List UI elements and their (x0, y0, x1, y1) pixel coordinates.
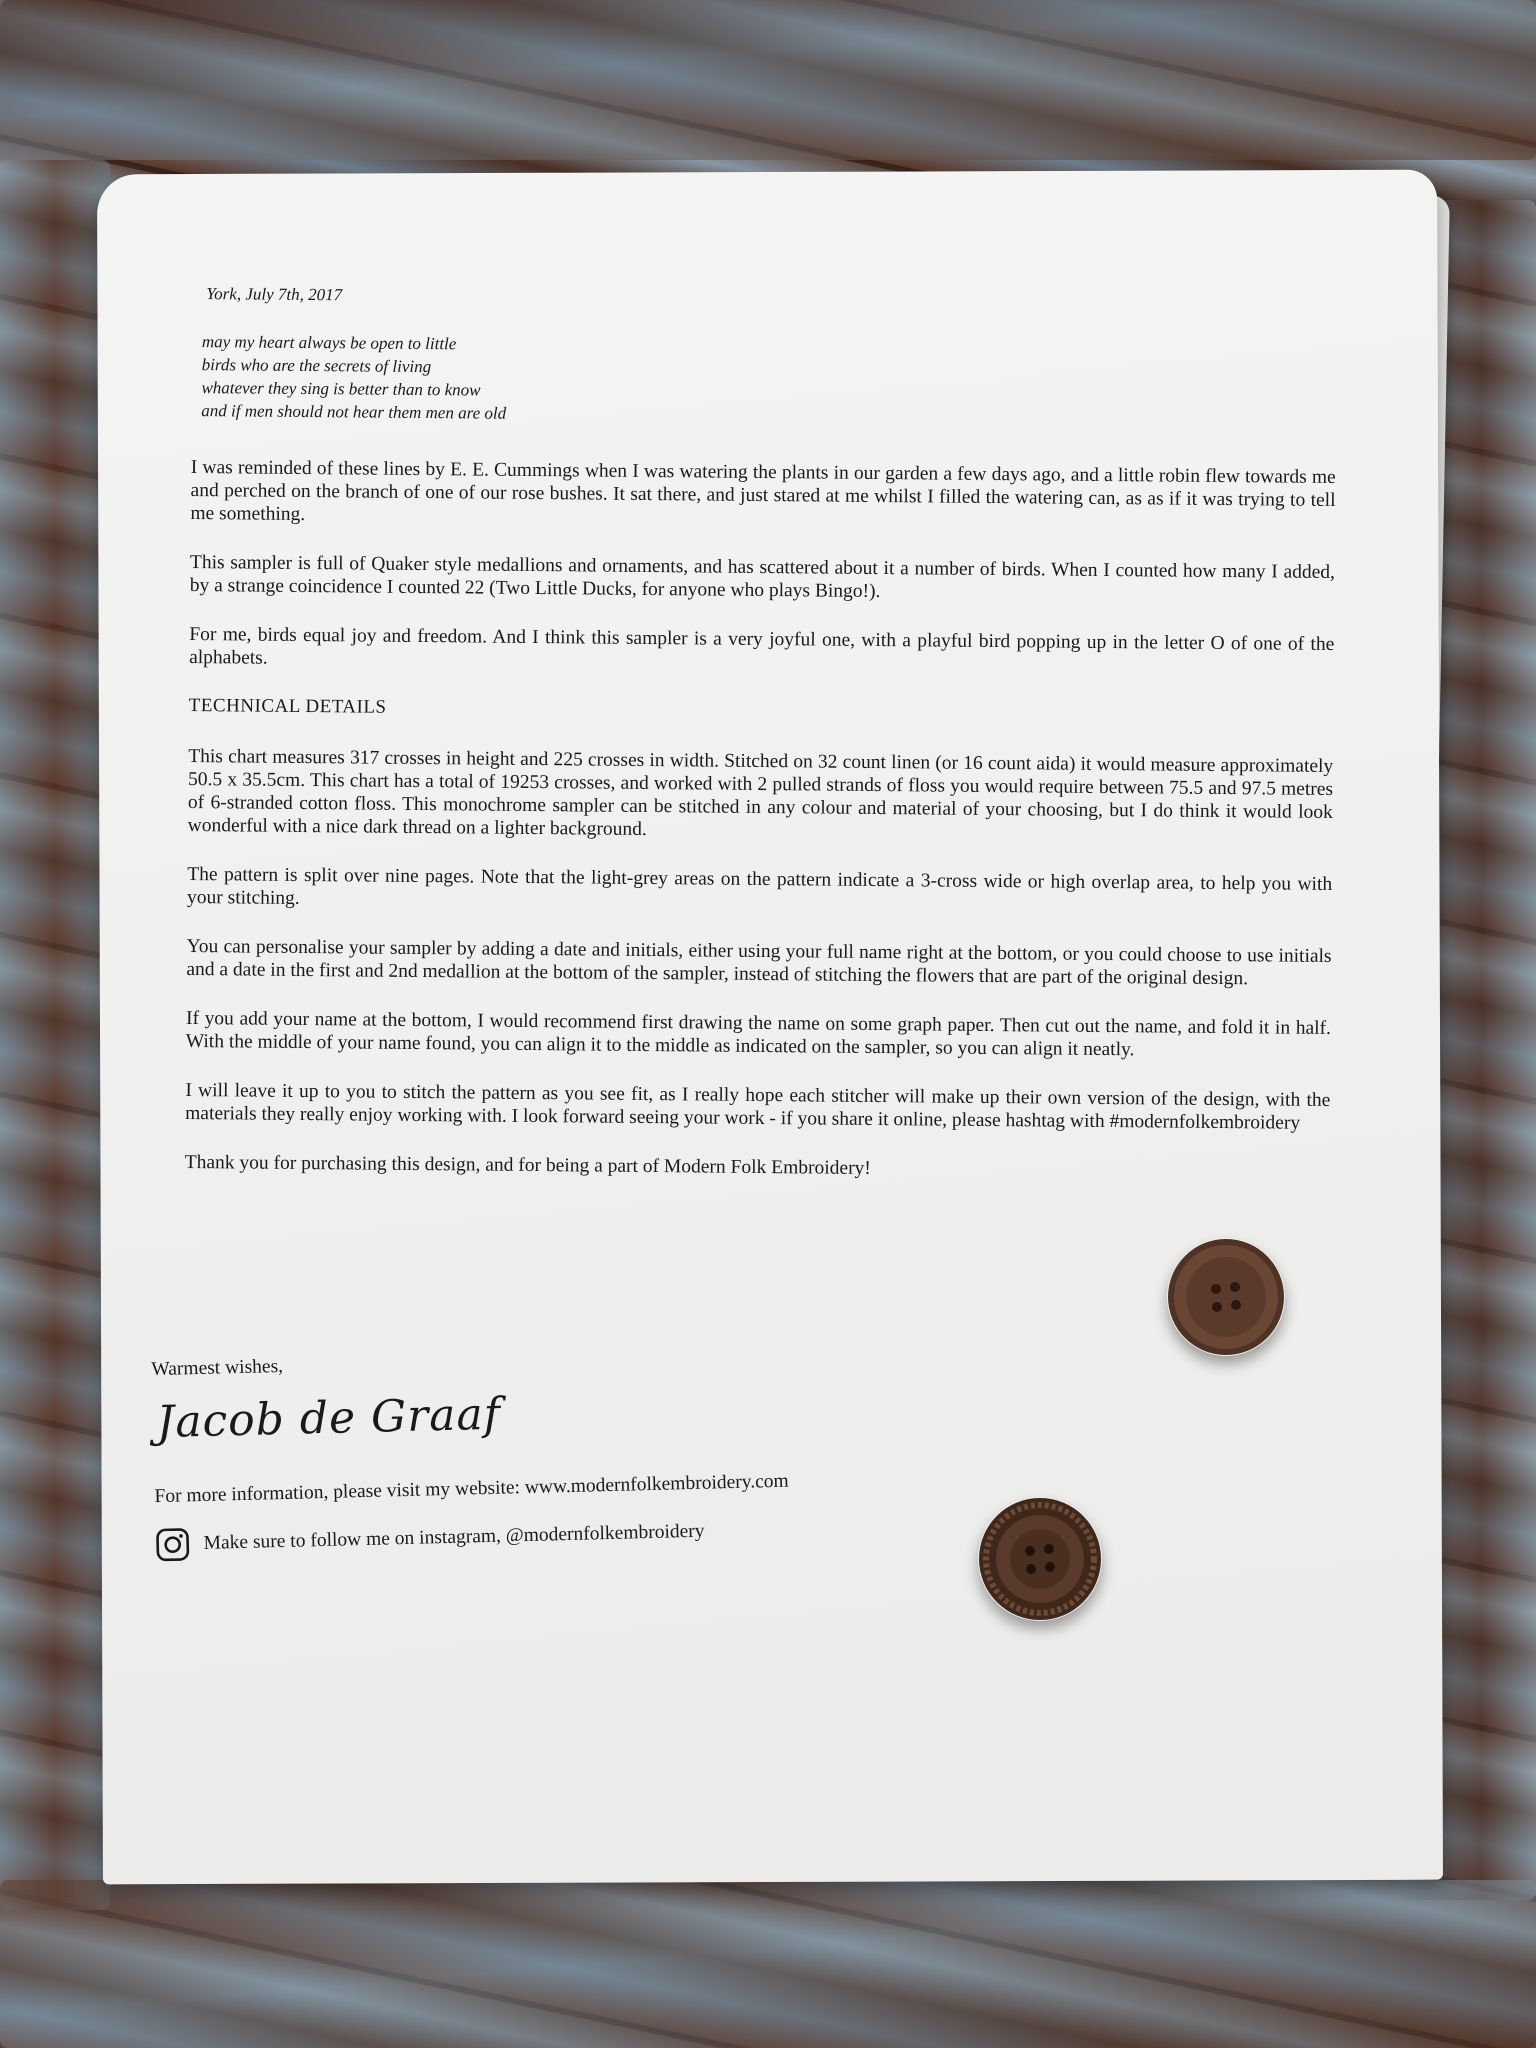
technical-paragraph: I will leave it up to you to stitch the pattern as you see fit, as I really hope each stitcher will make up their own version of the design, with the materials they really enjoy working with. I look forward seeing your work - if you share it online, please hashtag with #modernfolkembroidery (185, 1079, 1331, 1134)
wooden-button-top (1167, 1238, 1285, 1356)
closing-salutation: Warmest wishes, (151, 1355, 284, 1381)
letter-date: York, July 7th, 2017 (206, 284, 343, 305)
intro-paragraph: For me, birds equal joy and freedom. And I think this sampler is a very joyful one, with a playful bird popping up in the letter O of one of the alphabets. (189, 623, 1335, 669)
poem-line: and if men should not hear them men are old (201, 401, 507, 423)
poem-line: may my heart always be open to little (201, 332, 457, 354)
instagram-line: Make sure to follow me on instagram, @modernfolkembroidery (203, 1520, 705, 1554)
poem-line: whatever they sing is better than to know (201, 378, 481, 400)
thank-you-paragraph: Thank you for purchasing this design, and for being a part of Modern Folk Embroidery! (184, 1151, 871, 1179)
technical-heading: TECHNICAL DETAILS (188, 694, 387, 718)
letter-sheet (97, 170, 1443, 1885)
website-line: For more information, please visit my website: www.modernfolkembroidery.com (154, 1470, 789, 1508)
technical-paragraph: You can personalise your sampler by adding a date and initials, either using your full name right at the bottom, or you could choose to use initials and a date in the first and 2nd medallion at the bottom of the sampler, instead of stitching the flowers that are part of the original design. (186, 935, 1332, 990)
technical-paragraph: The pattern is split over nine pages. Note that the light-grey areas on the pattern indicate a 3-cross wide or high overlap area, to help you with your stitching. (186, 863, 1333, 909)
instagram-icon (155, 1527, 190, 1562)
letter-closing (151, 1344, 790, 1562)
signature: Jacob de Graaf (156, 1388, 502, 1449)
intro-paragraph: I was reminded of these lines by E. E. Cummings when I was watering the plants in our garden a few days ago, and a little robin flew towards me and perched on the branch of one of our rose bushes. It sat there, and just stared at me whilst I filled the watering can, as as if it was trying to tell me something. (190, 457, 1336, 526)
poem-line: birds who are the secrets of living (201, 355, 432, 377)
wooden-button-bottom (978, 1497, 1102, 1621)
letter-body (184, 284, 1337, 1210)
technical-paragraph: This chart measures 317 crosses in height and 225 crosses in width. Stitched on 32 count linen (or 16 count aida) it would measure approximately 50.5 x 35.5cm. This chart has a total of 19253 crosses, and worked with 2 pulled strands of floss you would require between 75.5 and 97.5 metres of 6-stranded cotton floss. This monochrome sampler can be stitched in any colour and material of your choosing, but I do think it would look wonderful with a nice dark thread on a lighter background. (187, 745, 1334, 840)
instagram-row (155, 1513, 790, 1562)
intro-paragraph: This sampler is full of Quaker style medallions and ornaments, and has scattered about it a number of birds. When I counted how many I added, by a strange coincidence I counted 22 (Two Little Ducks, for anyone who plays Bingo!). (189, 552, 1336, 603)
technical-paragraph: If you add your name at the bottom, I would recommend first drawing the name on some graph paper. Then cut out the name, and fold it in half. With the middle of your name found, you can align it to the middle as indicated on the sampler, so you can align it neatly. (185, 1007, 1332, 1061)
poem-quote (201, 330, 1337, 432)
